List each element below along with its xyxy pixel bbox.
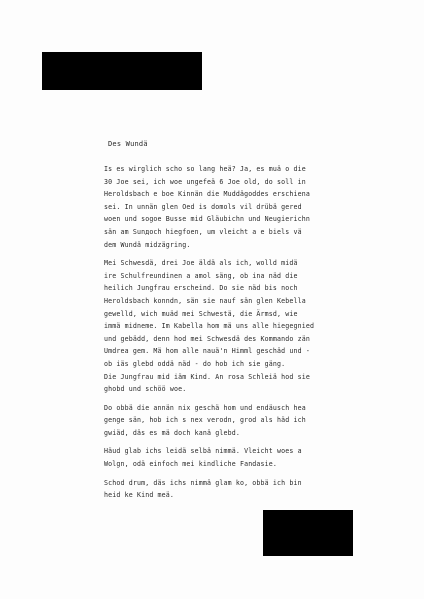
text-line: Heroldsbach konndn, sän sie nauf sän glen Kebella — [104, 296, 306, 305]
text-line: Umdrea gem. Mä hom alle nauä'n Himml geschäd und - — [104, 347, 310, 356]
paragraph-2 — [104, 257, 404, 396]
text-line: ire Schulfreundinen a amol säng, ob ina näd die — [104, 271, 298, 280]
text-line: woen und sogoe Busse mid Gläubichn und Neugierichn — [104, 215, 310, 224]
text-line: Mei Schwesdä, drei Joe äldä als ich, wolld midä — [104, 259, 298, 268]
text-line: gwiäd, däs es mä doch kanä glebd. — [104, 428, 240, 437]
text-line: Is es wirglich scho so lang heä? Ja, es muä o die — [104, 165, 306, 173]
text-line: Do obbä die annän nix geschä hom und endäusch hea — [104, 403, 306, 412]
text-line: und gebädd, denn hod mei Schwesdä des Kommando zän — [104, 334, 310, 343]
redaction-block-bottom — [263, 510, 353, 556]
redaction-block-top — [42, 52, 202, 90]
text-line: immä midneme. Im Kabella hom mä uns alle hiegegnied — [104, 322, 315, 331]
text-line: heilich Jungfrau erscheind. Do sie näd bis noch — [104, 284, 298, 293]
text-line: genge sän, hob ich s nex verodn, grod als häd ich — [104, 416, 306, 425]
paragraph-3 — [104, 402, 404, 440]
paragraph-4 — [104, 445, 404, 470]
text-line: dem Wundä midzägring. — [104, 240, 191, 249]
text-line: gewelld, wich muäd mei Schwestä, die Ärmsd, wie — [104, 309, 298, 318]
text-line: sei. In unnän glen Oed is domols vil drübä gered — [104, 202, 302, 211]
document-body — [104, 163, 404, 508]
paragraph-5 — [104, 477, 404, 502]
document-title: Des Wundä — [108, 140, 148, 148]
text-line: Häud glab ichs leidä selbä nimmä. Vleicht woes a — [104, 447, 302, 456]
text-line: 30 Joe sei, ich woe ungefeä 6 Joe old, do soll in — [104, 177, 306, 186]
text-line: Schod drum, däs ichs nimmä glam ko, obbä ich bin — [104, 478, 302, 487]
text-line: ob iäs glebd oddä näd - do hob ich sie gäng. — [104, 359, 286, 368]
text-line: Heroldsbach e boe Kinnän die Muddägoddes erschiena — [104, 190, 310, 199]
text-line: heid ke Kind meä. — [104, 491, 175, 500]
text-line: Die Jungfrau mid iäm Kind. An rosa Schleiä hod sie — [104, 372, 310, 381]
text-line: sän am Sunдoch hiegfoen, um vleicht a e biels vä — [104, 227, 302, 236]
text-line: ghobd und schöö woe. — [104, 385, 187, 394]
paragraph-1 — [104, 163, 404, 251]
text-line: Wolgn, odä einfoch mei kindliche Fandasie. — [104, 460, 278, 469]
